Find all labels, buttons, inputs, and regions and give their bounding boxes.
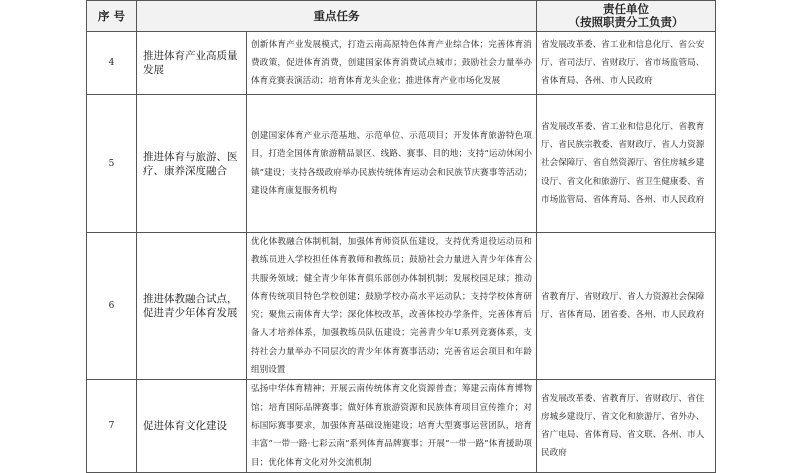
header-unit-line1: 责任单位 (603, 2, 649, 16)
row-unit: 省发展改革委、省工业和信息化厅、省教育厅、省民族宗教委、省财政厅、省人力资源社会保障厅、省自然资源厅、省住房城乡建设厅、省文化和旅游厅、省卫生健康委、省市场监管局、省体育局、各州、市人民政府 (537, 95, 716, 233)
row-task: 创新体育产业发展模式，打造云南高原特色体育产业综合体；完善体育消费政策，促进体育消费，创建国家体育消费试点城市；鼓励社会力量举办体育竞赛表演活动；培育体育龙头企业；推进体育产业市场化发展 (247, 32, 537, 95)
header-unit-line2: （按照职责分工负责） (568, 15, 684, 29)
row-item: 促进体育文化建设 (137, 380, 247, 472)
header-task: 重点任务 (137, 1, 537, 32)
row-item: 推进体教融合试点，促进青少年体育发展 (137, 233, 247, 380)
table-row (87, 233, 716, 380)
row-item: 推进体育产业高质量发展 (137, 32, 247, 95)
task-table (86, 0, 716, 473)
table-row (87, 95, 716, 233)
row-number: 6 (87, 233, 137, 380)
row-unit: 省教育厅、省财政厅、省人力资源社会保障厅、省体育局、团省委、各州、市人民政府 (537, 233, 716, 380)
header-unit (537, 1, 716, 32)
table-row (87, 380, 716, 472)
row-unit: 省发展改革委、省工业和信息化厅、省公安厅、省司法厅、省财政厅、省市场监管局、省体育局、各州、市人民政府 (537, 32, 716, 95)
row-number: 7 (87, 380, 137, 472)
row-unit: 省发展改革委、省教育厅、省财政厅、省住房城乡建设厅、省文化和旅游厅、省外办、省广电局、省体育局、省文联、各州、市人民政府 (537, 380, 716, 472)
table-header-row (87, 1, 716, 32)
row-number: 5 (87, 95, 137, 233)
row-task: 优化体教融合体制机制，加强体育师资队伍建设，支持优秀退役运动员和教练员进入学校担任体育教师和教练员；鼓励社会力量进入青少年体育公共服务领域；健全青少年体育俱乐部创办体制机制；发展校园足球；推动体育传统项目特色学校创建；鼓励学校办高水平运动队；支持学校体育研究；聚焦云南体育大学；深化体校改革，改善体校办学条件，完善体育后备人才培养体系，加强教练员队伍建设；完善青少年U系列竞赛体系，支持社会力量举办不同层次的青少年体育赛事活动；完善省运会项目和年龄组别设置 (247, 233, 537, 380)
row-task: 弘扬中华体育精神；开展云南传统体育文化资源普查；筹建云南体育博物馆；培育国际品牌赛事；做好体育旅游资源和民族体育项目宣传推介；对标国际赛事要求，加强体育基础设施建设；培育大型赛事运营团队，培育丰富“一带一路·七彩云南”系列体育品牌赛事；开展“一带一路”体育援助项目；优化体育文化对外交流机制 (247, 380, 537, 472)
table-row (87, 32, 716, 95)
row-number: 4 (87, 32, 137, 95)
header-no: 序 号 (87, 1, 137, 32)
row-task: 创建国家体育产业示范基地、示范单位、示范项目；开发体育旅游特色项目，打造全国体育旅游精品景区、线路、赛事、目的地；支持“运动休闲小镇”建设；支持各级政府举办民族传统体育运动会和民族节庆赛事等活动；建设体育康复服务机构 (247, 95, 537, 233)
row-item: 推进体育与旅游、医疗、康养深度融合 (137, 95, 247, 233)
